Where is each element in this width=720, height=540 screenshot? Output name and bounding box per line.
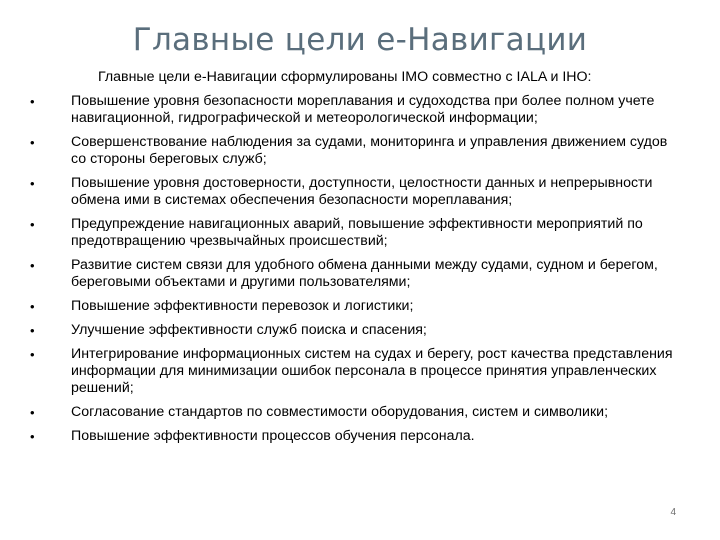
goal-item bbox=[30, 257, 680, 291]
goal-item bbox=[30, 346, 680, 397]
bullet-icon: • bbox=[30, 258, 35, 273]
bullet-icon: • bbox=[30, 176, 35, 191]
bullet-icon: • bbox=[30, 429, 35, 444]
bullet-icon: • bbox=[30, 347, 35, 362]
goal-text: Повышение уровня безопасности мореплавания и судоходства при более полном учете навигационной, гидрографической и метеорологической информации; bbox=[71, 93, 655, 126]
goal-text: Повышение уровня достоверности, доступности, целостности данных и непрерывности обмена ими в системах обеспечения безопасности мореплавания; bbox=[71, 175, 653, 208]
bullet-icon: • bbox=[30, 323, 35, 338]
goal-text: Совершенствование наблюдения за судами, мониторинга и управления движением судов со стороны береговых служб; bbox=[71, 134, 668, 167]
goal-item bbox=[30, 93, 680, 127]
goal-text: Развитие систем связи для удобного обмена данными между судами, судном и берегом, береговыми объектами и другими пользователями; bbox=[71, 257, 658, 290]
goal-item bbox=[30, 428, 680, 445]
goal-item bbox=[30, 322, 680, 339]
goal-text: Повышение эффективности процессов обучения персонала. bbox=[71, 428, 475, 444]
page-number: 4 bbox=[670, 507, 676, 518]
goal-text: Улучшение эффективности служб поиска и спасения; bbox=[71, 322, 427, 338]
slide-title: Главные цели е-Навигации bbox=[132, 22, 588, 58]
goals-list bbox=[30, 93, 680, 452]
bullet-icon: • bbox=[30, 135, 35, 150]
bullet-icon: • bbox=[30, 217, 35, 232]
goal-item bbox=[30, 404, 680, 421]
intro-text: Главные цели е-Навигации сформулированы IMO совместно с IALA и IHO: bbox=[98, 69, 592, 85]
goal-text: Повышение эффективности перевозок и логистики; bbox=[71, 298, 414, 314]
goal-text: Предупреждение навигационных аварий, повышение эффективности мероприятий по предотвращению чрезвычайных происшествий; bbox=[71, 216, 643, 249]
goal-text: Согласование стандартов по совместимости оборудования, систем и символики; bbox=[71, 404, 609, 420]
goal-item bbox=[30, 298, 680, 315]
bullet-icon: • bbox=[30, 405, 35, 420]
goal-item bbox=[30, 216, 680, 250]
goal-text: Интегрирование информационных систем на судах и берегу, рост качества представления информации для минимизации ошибок персонала в процессе принятия управленческих решений; bbox=[71, 346, 673, 396]
bullet-icon: • bbox=[30, 94, 35, 109]
goal-item bbox=[30, 175, 680, 209]
goal-item bbox=[30, 134, 680, 168]
bullet-icon: • bbox=[30, 299, 35, 314]
